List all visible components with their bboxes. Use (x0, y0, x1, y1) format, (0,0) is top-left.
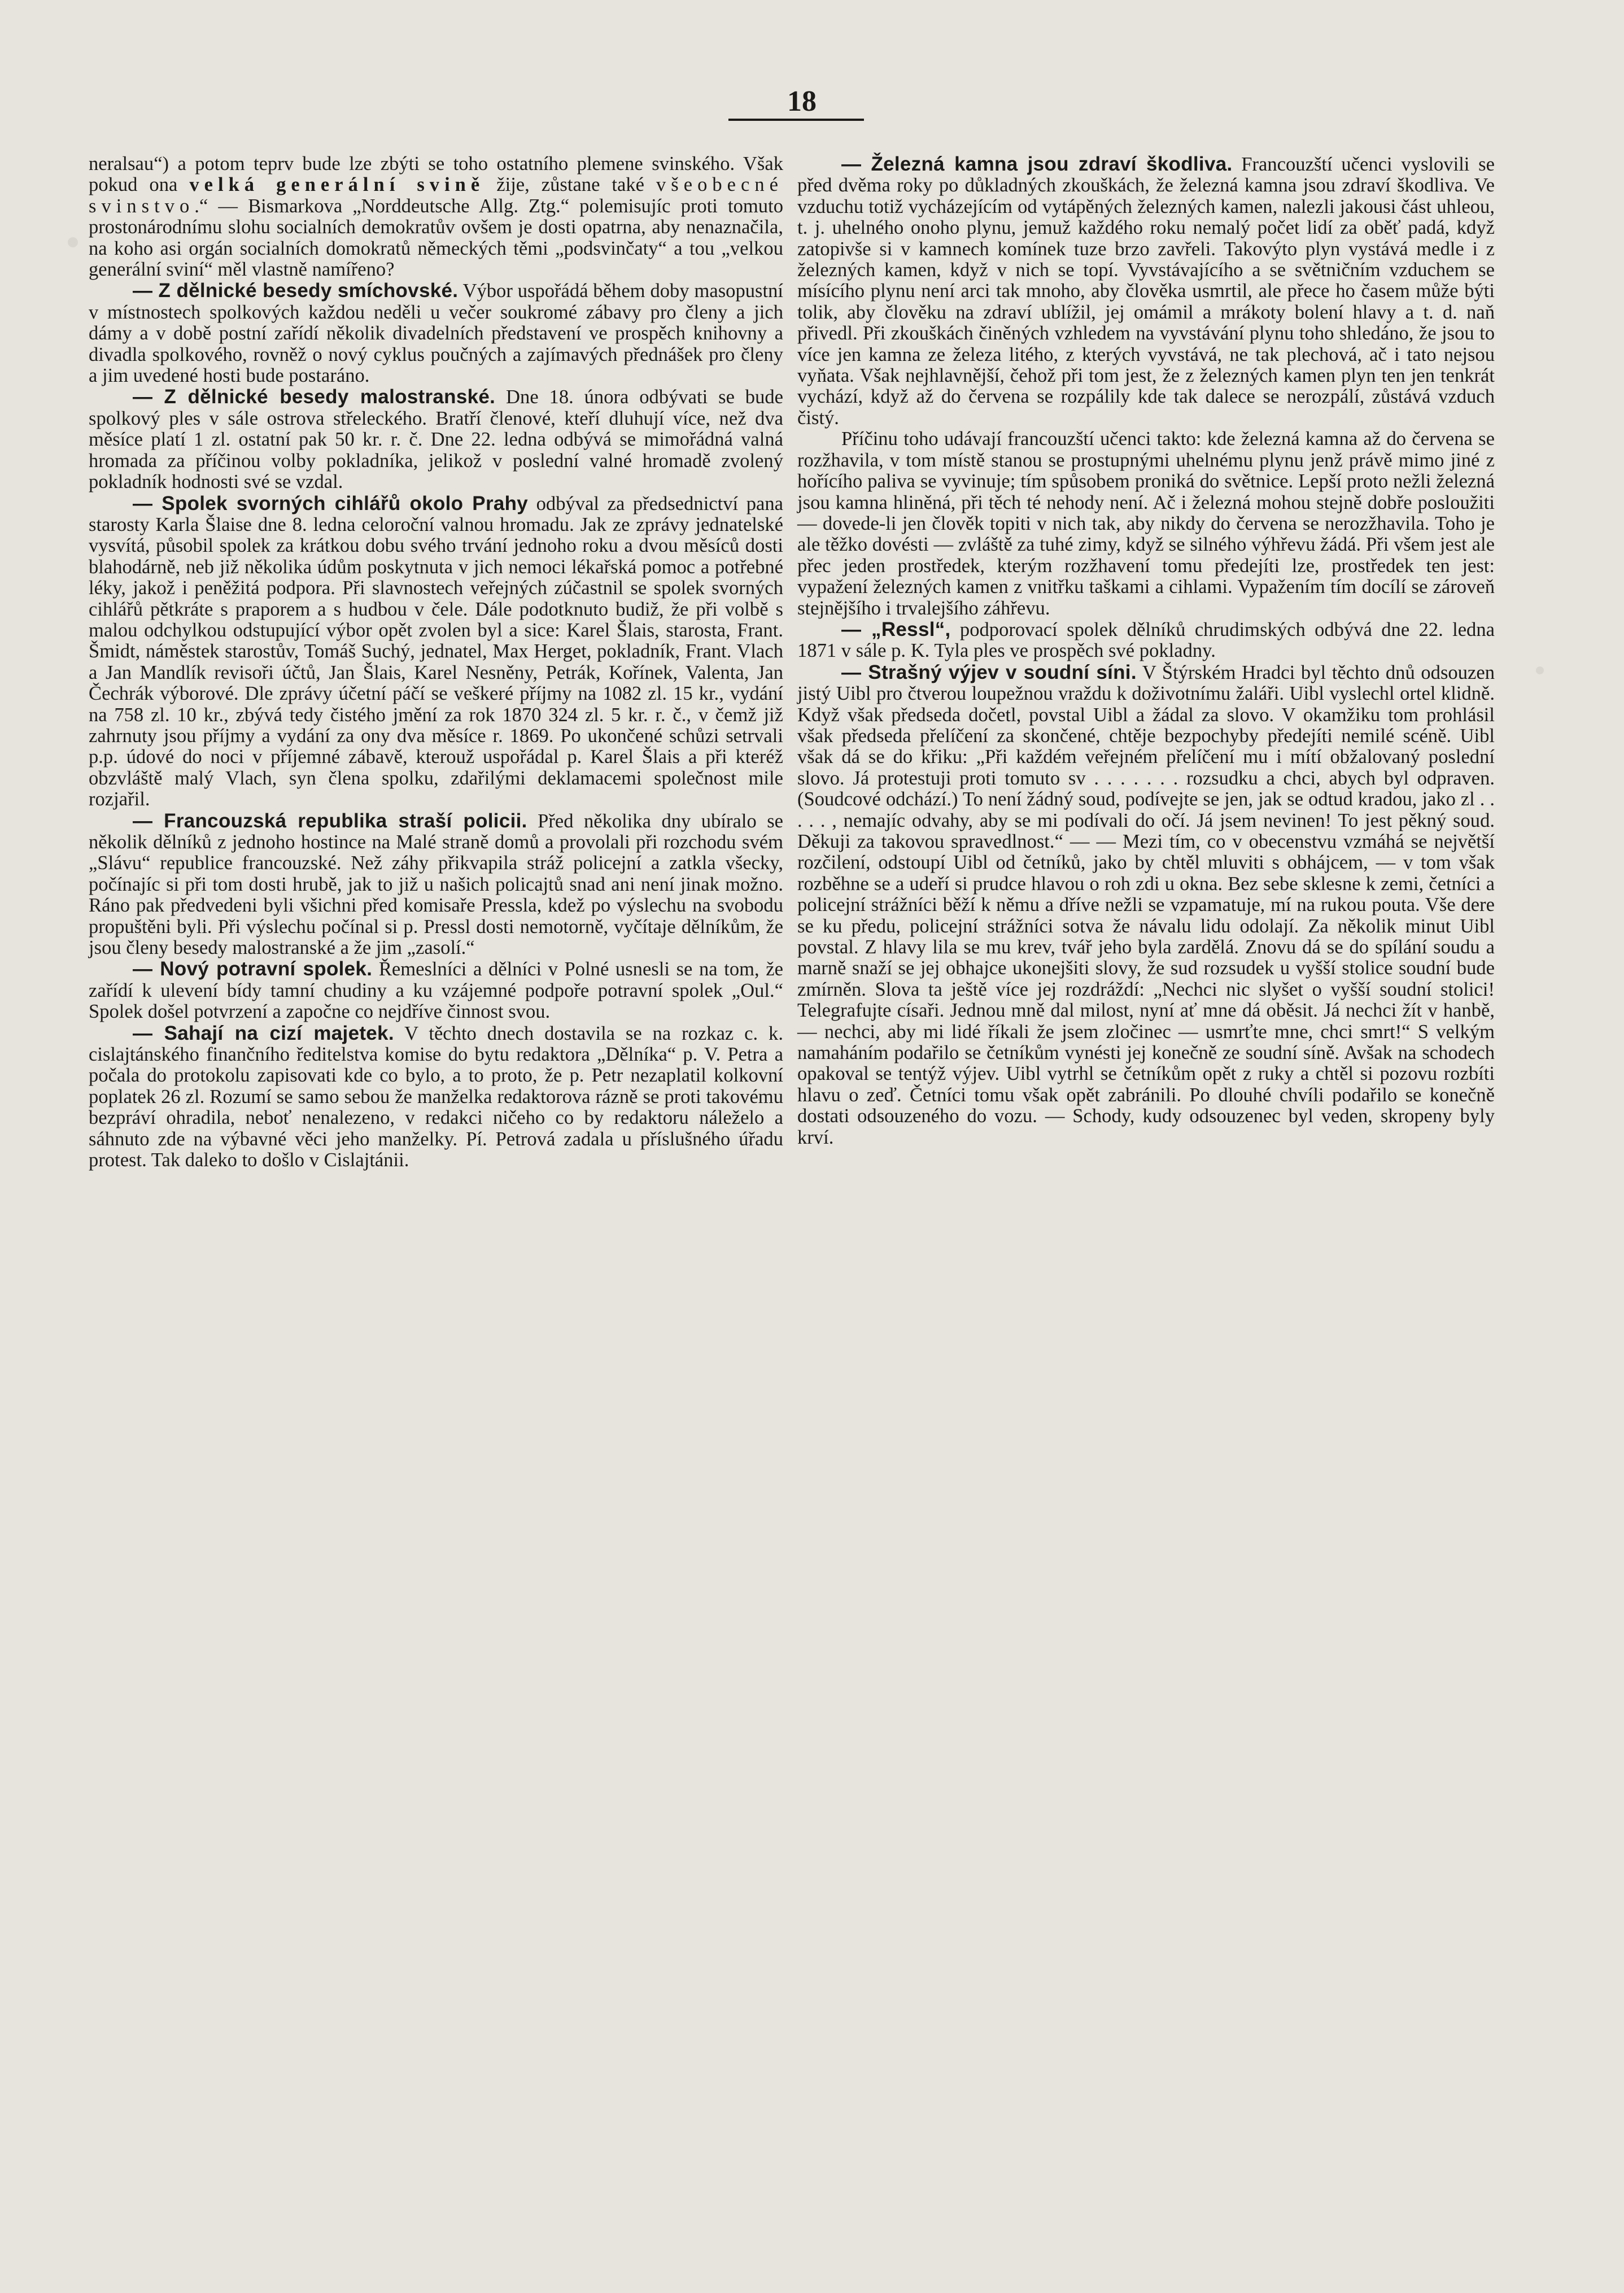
article-text: neralsau“) a potom teprv bude lze zbýti se toho ostatního plemene svinského. Však pokud ona (89, 153, 783, 196)
right-column (797, 154, 1495, 1148)
news-headline: — Francouzská republika straší policii. (133, 809, 527, 832)
news-headline: — Z dělnické besedy smíchovské. (133, 280, 459, 302)
page-number-rule (728, 119, 864, 121)
ink-speck (68, 237, 78, 247)
article-text: .“ — Bismarkova „Norddeutsche Allg. Ztg.“ polemisujíc proti tomuto prostonárodnímu slohu socialních demokratův ovšem je dosti opatrna, aby nenaznačila, na koho asi orgán socialních domokratů německých těmi „podsvinčaty“ a tou „velkou generální sviní“ měl vlastně namířeno? (89, 195, 783, 281)
news-body: Výbor uspořádá během doby masopustní v místnostech spolkových každou neděli u večer soukromé zábavy pro členy a jich dámy a v době postní zařídí několik divadelních představení ve prospěch knihovny a divadla spolkového, rovněž o nový cyklus poučných a zajímavých přednášek pro členy a jim uvedené hosti bude postaráno. (89, 280, 783, 387)
news-headline: — Nový potravní spolek. (133, 958, 373, 980)
news-body: odbýval za předsednictví pana starosty Karla Šlaise dne 8. ledna celoroční valnou hromadu. Jak ze zprávy jednatelské vysvítá, působil spolek za krátkou dobu svého trvání jednoho roku a dvou měsíců dosti blahodárně, neb již několika údům poskytnuta v jich nemoci lékařská pomoc a potřebné léky, jakož i peněžitá podpora. Při slavnostech veřejných zúčastnil se spolek svorných cihlářů pětkráte s praporem a s hudbou v čele. Dále podotknuto budiž, že při volbě s malou odchylkou odstupující výbor opět zvolen byl a sice: Karel Šlais, starosta, Frant. Šmidt, náměstek starostův, Tomáš Suchý, jednatel, Max Herget, pokladník, Frant. Vlach a Jan Mandlík revisoři účtů, Jan Šlais, Karel Nesněny, Petrák, Kořínek, Valenta, Jan Čechrák výborové. Dle zprávy účetní páčí se veškeré příjmy na 1082 zl. 15 kr., vydání na 758 zl. 10 kr., zbývá tedy čistého jmění za rok 1870 324 zl. 5 kr. r. č., v čemž již zahrnuty jsou příjmy a vydání za ony dva měsíce r. 1869. Po ukončené schůzi setrvali p.p. údové do noci v příjemné zábavě, kterouž uspořádal p. Karel Šlais a při kteréž obzvláště malý Vlach, syn člena spolku, zdařilými deklamacemi společnost mile rozjařil. (89, 492, 783, 810)
news-item (89, 1023, 783, 1171)
news-body: Před několika dny ubíralo se několik dělníků z jednoho hostince na Malé straně domů a provolali při rozchodu svém „Slávu“ republice francouzské. Než záhy přikvapila stráž policejní a zatkla všecky, počínajíc si při tom dosti hrubě, jak to již u našich policajtů snad ani není jinak možno. Ráno pak předvedeni byli všichni před komisaře Pressla, kdež po výslechu na svobodu propuštěni byli. Při výslechu počínal si p. Pressl dosti nemotorně, vyčítaje dělníkům, že jsou členy besedy malostranské a že jim „zasolí.“ (89, 810, 783, 959)
page-number: 18 (787, 85, 817, 117)
article-text: žije, zůstane také (484, 174, 656, 196)
news-item (89, 386, 783, 492)
news-body: podporovací spolek dělníků chrudimských odbývá dne 22. ledna 1871 v sále p. K. Tyla ples ve prospěch své pokladny. (797, 618, 1495, 662)
left-column (89, 154, 783, 1171)
news-item (797, 619, 1495, 662)
news-headline: — Spolek svorných cihlářů okolo Prahy (133, 492, 529, 515)
news-headline: — Železná kamna jsou zdraví škodliva. (841, 153, 1233, 175)
news-body: Řemeslníci a dělníci v Polné usnesli se na tom, že zařídí k ulevení bídy tamní chudiny a ku vzájemné podpoře potravní spolek „Oul.“ Spolek došel potvrzení a započne co nejdříve činnost svou. (89, 958, 783, 1023)
news-item (89, 810, 783, 959)
news-body: V Štýrském Hradci byl těchto dnů odsouzen jistý Uibl pro čtverou loupežnou vraždu k doživotnímu žaláři. Uibl vyslechl ortel klidně. Když však předseda dočetl, povstal Uibl a žádal za slovo. V okamžiku tom prohlásil však předseda přelíčení za skončené, chtěje bezpochyby předejíti nemilé scéně. Uibl však dá se do křiku: „Při každém veřejném přelíčení mu i mítí obžalovaný poslední slovo. Já protestuji proti tomuto sv . . . . . . . rozsudku a chci, abych byl odpraven. (Soudcové odchází.) To není žádný soud, podívejte se jen, jak se odtud kradou, jako zl . . . . . , nemajíc odvahy, aby se mi podívali do očí. Já jsem nevinen! To jest pěkný soud. Děkuji za takovou spravedlnost.“ — — Mezi tím, co v obecenstvu vzmáhá se největší rozčilení, odstoupí Uibl od četníků, jako by chtěl mluviti s obhájcem, — v tom však rozběhne se a udeří si prudce hlavou o roh zdi u okna. Bez sebe sklesne k zemi, četníci a policejní strážníci běží k němu a dříve nežli se vzpamatuje, mí na rukou pouta. Vše dere se ku předu, policejní strážníci sotva že návalu lidu odolají. Za několik minut Uibl povstal. Z hlavy lila se mu krev, tvář jeho byla zardělá. Znovu dá se do spílání soudu a marně snaží se jej obhajce ukonejšiti slovy, že sud rozsudek u vyšší stolice soudní bude zmírněn. Slova ta ještě více jej rozdráždí: „Nechci nic slyšet o vyšší soudní stolici! Telegrafujte císaři. Jednou mně dal milost, nyní ať mne dá oběsit. Já nechci žít v hanbě, — nechci, aby mi lidé říkali že jsem zločinec — usmrťte mne, chci smrt!“ S velkým namaháním podařilo se četníkům vynésti jej konečně ze soudní síně. Avšak na schodech opakoval se tentýž výjev. Uibl vytrhl se četníkům opět z ruky a chtěl si pozovu rozbíti hlavu o zeď. Četníci tomu však opět zabránili. Po dlouhé chvíli podařilo se konečně dostati odsouzeného do vozu. — Schody, kudy odsouzenec byl veden, skropeny byly krví. (797, 661, 1495, 1148)
news-item (89, 493, 783, 810)
news-body: Příčinu toho udávají francouzští učenci takto: kde železná kamna až do červena se rozžhavila, v tom místě stanou se prostupnými uhelnému plynu jenž právě mimo jiné z hořícího paliva se vyvinuje; tím spůsobem proniká do světnice. Lepší proto nežli železná jsou kamna hliněná, při těch té nehody není. Ač i železná mohou stejně dobře posloužiti — dovede-li jen člověk topiti v nich tak, aby nikdy do červena se nerozžhavila. Toho je ale těžko dovésti — zvláště za tuhé zimy, když se silného výhřevu žádá. Při všem jest ale přec jeden prostředek, kterým rozžhavení tomu předejíti lze, prostředek ten jest: vypažení železných kamen z vnitřku taškami a cihlami. Vypažením tím docílí se zároveň stejnějšího i trvalejšího záhřevu. (797, 428, 1495, 619)
news-headline: — Z dělnické besedy malostranské. (133, 386, 496, 408)
news-item (89, 958, 783, 1022)
news-body: Francouzští učenci vyslovili se před dvěma roky po důkladných zkouškách, že železná kamna jsou zdraví škodliva. Ve vzduchu totiž vycházejícím od vytápěných železných kamen, nalezli jakousi část uhleou, t. j. uhelného onoho plynu, jemuž každého roku nemalý počet lidí za oběť padá, když zatopivše si v kamnech komínek tuze brzo zavřeli. Takovýto plyn vystává medle i z železných kamen, když v nich se topí. Vyvstávajícího a se světničním vzduchem se mísícího plynu není arci tak mnoho, aby člověka usmrtil, ale přece ho časem může býti tolik, aby člověku na zdraví ublížil, jej omámil a mrákoty bolení hlavy a t. d. naň přivedl. Při zkouškách činěných vzhledem na vyvstávání plynu toho shledáno, že jsou to více jen kamna ze železa litého, z kterých vyvstává, ne tak plechová, ač i tato nejsou vyňata. Však nejhlavnější, čehož při tom jest, že z železných kamen plyn ten jen tenkrát vychází, když až do červena se rozpálily kde tak dalece se nerozpálí, zůstává vzduch čistý. (797, 154, 1495, 429)
news-body: V těchto dnech dostavila se na rozkaz c. k. cislajtánského finančního ředitelstva komise do bytu redaktora „Dělníka“ p. V. Petra a počala do protokolu zapisovati kde co bylo, a to proto, že p. Petr nezaplatil kolkovní poplatek 26 zl. Rozumí se samo sebou že manželka redaktorova rázně se proti takovému bezpráví ohradila, neboť nenalezeno, v redakci ničeho co by redaktoru náleželo a sáhnuto zde na výbavné věci jeho manželky. Pí. Petrová zadala u příslušného úřadu protest. Tak daleko to došlo v Cislajtánii. (89, 1022, 783, 1171)
news-item-continued (797, 429, 1495, 619)
news-item (797, 154, 1495, 429)
news-body: Dne 18. února odbývati se bude spolkový ples v sále ostrova střeleckého. Bratří členové, kteří dluhují více, než dva měsíce platí 1 zl. ostatní pak 50 kr. r. č. Dne 22. ledna odbývá se mimořádná valná hromada za příčinou volby pokladníka, jelikož v poslední valné hromadě zvolený pokladník hodnosti své se vzdal. (89, 386, 784, 493)
spaced-emphasis: všeobecné svinstvo (89, 174, 783, 217)
news-headline: — Sahají na cizí majetek. (133, 1022, 394, 1044)
news-headline: — Strašný výjev v soudní síni. (841, 661, 1137, 683)
news-headline: — „Ressl“, (841, 618, 951, 640)
article-continuation (89, 154, 783, 280)
news-item (797, 662, 1495, 1148)
news-item (89, 280, 783, 386)
spaced-emphasis: velká generální svině (189, 174, 485, 196)
ink-speck (1536, 666, 1544, 674)
